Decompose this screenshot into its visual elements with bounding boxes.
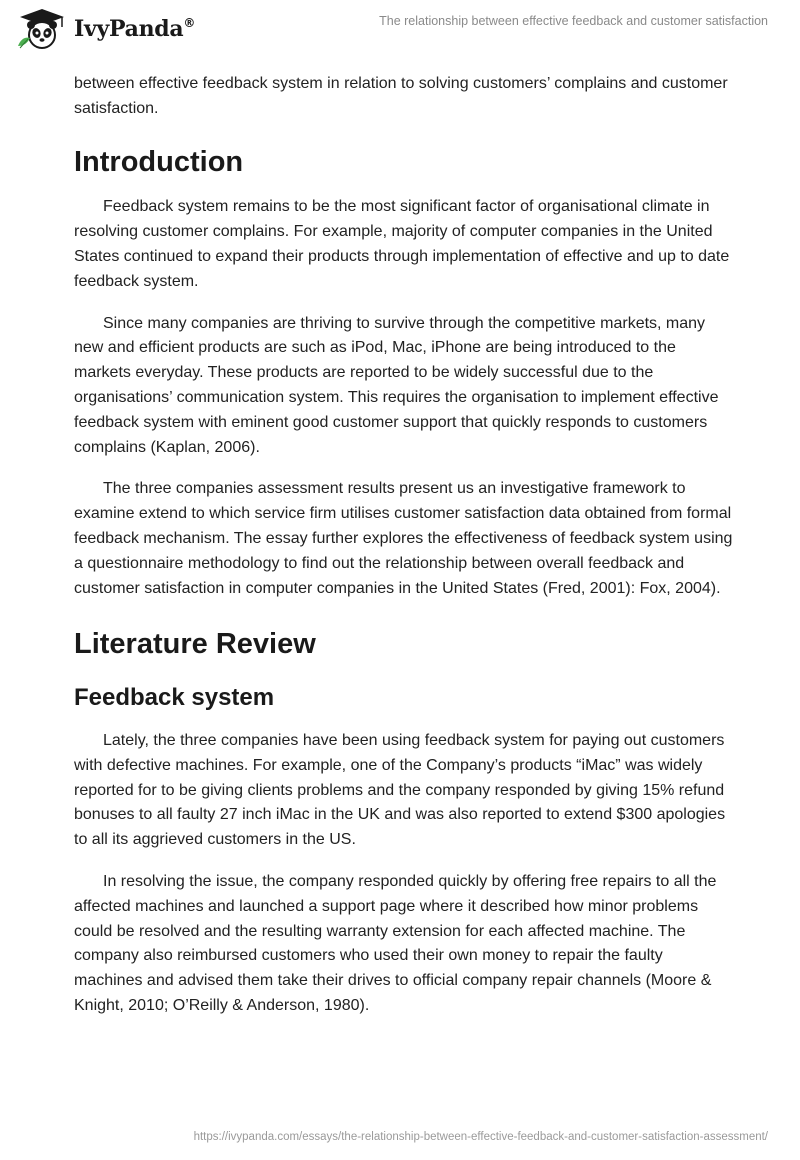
heading-introduction: Introduction	[74, 145, 244, 178]
registered-mark: ®	[183, 16, 196, 30]
panda-graduate-icon	[14, 8, 70, 50]
document-title: The relationship between effective feedback and customer satisfaction	[379, 14, 768, 28]
heading-feedback-system: Feedback system	[74, 684, 275, 712]
paragraph-introduction-2: Since many companies are thriving to survive through the competitive markets, many new and efficient products are such as iPod, Mac, iPhone are being introduced to the markets everyday. These products are reported to be widely successful due to the organisations’ communication system. This requires the organisation to implement effective feedback system with eminent good customer support that quickly responds to customers complains (Kaplan, 2006).	[74, 314, 719, 456]
logo-text: IvyPanda®	[74, 16, 196, 42]
paragraph-feedback-2: In resolving the issue, the company responded quickly by offering free repairs to all the affected machines and launched a support page where it described how minor problems could be resolved and the resulting warranty extension for each affected machine. The company also reimbursed customers who used their own money to repair the faulty machines and advised them take their drives to official company repair channels (Moore & Knight, 2010; O’Reilly & Anderson, 1980).	[74, 872, 717, 1014]
logo[interactable]	[14, 8, 195, 50]
heading-literature-review: Literature Review	[74, 628, 316, 661]
paragraph-introduction-3: The three companies assessment results present us an investigative framework to examine extend to which service firm utilises customer satisfaction data obtained from formal feedback mechanism. The essay further explores the effectiveness of feedback system using a questionnaire methodology to find out the relationship between overall feedback and customer satisfaction in computer companies in the United States (Fred, 2001): Fox, 2004).	[74, 480, 733, 597]
paragraph-feedback-1: Lately, the three companies have been using feedback system for paying out customers with defective machines. For example, one of the Company’s products “iMac” was widely reported for to be giving clients problems and the company responded by giving 15% refund bonuses to all faulty 27 inch iMac in the UK and was also reported to extend $300 apologies to all its aggrieved customers in the US.	[74, 731, 726, 849]
essay-content	[74, 72, 734, 1019]
paragraph-continuation: between effective feedback system in relation to solving customers’ complains and customer satisfaction.	[74, 75, 728, 117]
source-url-link[interactable]: https://ivypanda.com/essays/the-relationship-between-effective-feedback-and-customer-satisfaction-assessment/	[193, 1131, 768, 1143]
page-header	[0, 0, 800, 60]
paragraph-introduction-1: Feedback system remains to be the most significant factor of organisational climate in resolving customer complains. For example, majority of computer companies in the United States continued to expand their products through implementation of effective and up to date feedback system.	[74, 198, 730, 290]
